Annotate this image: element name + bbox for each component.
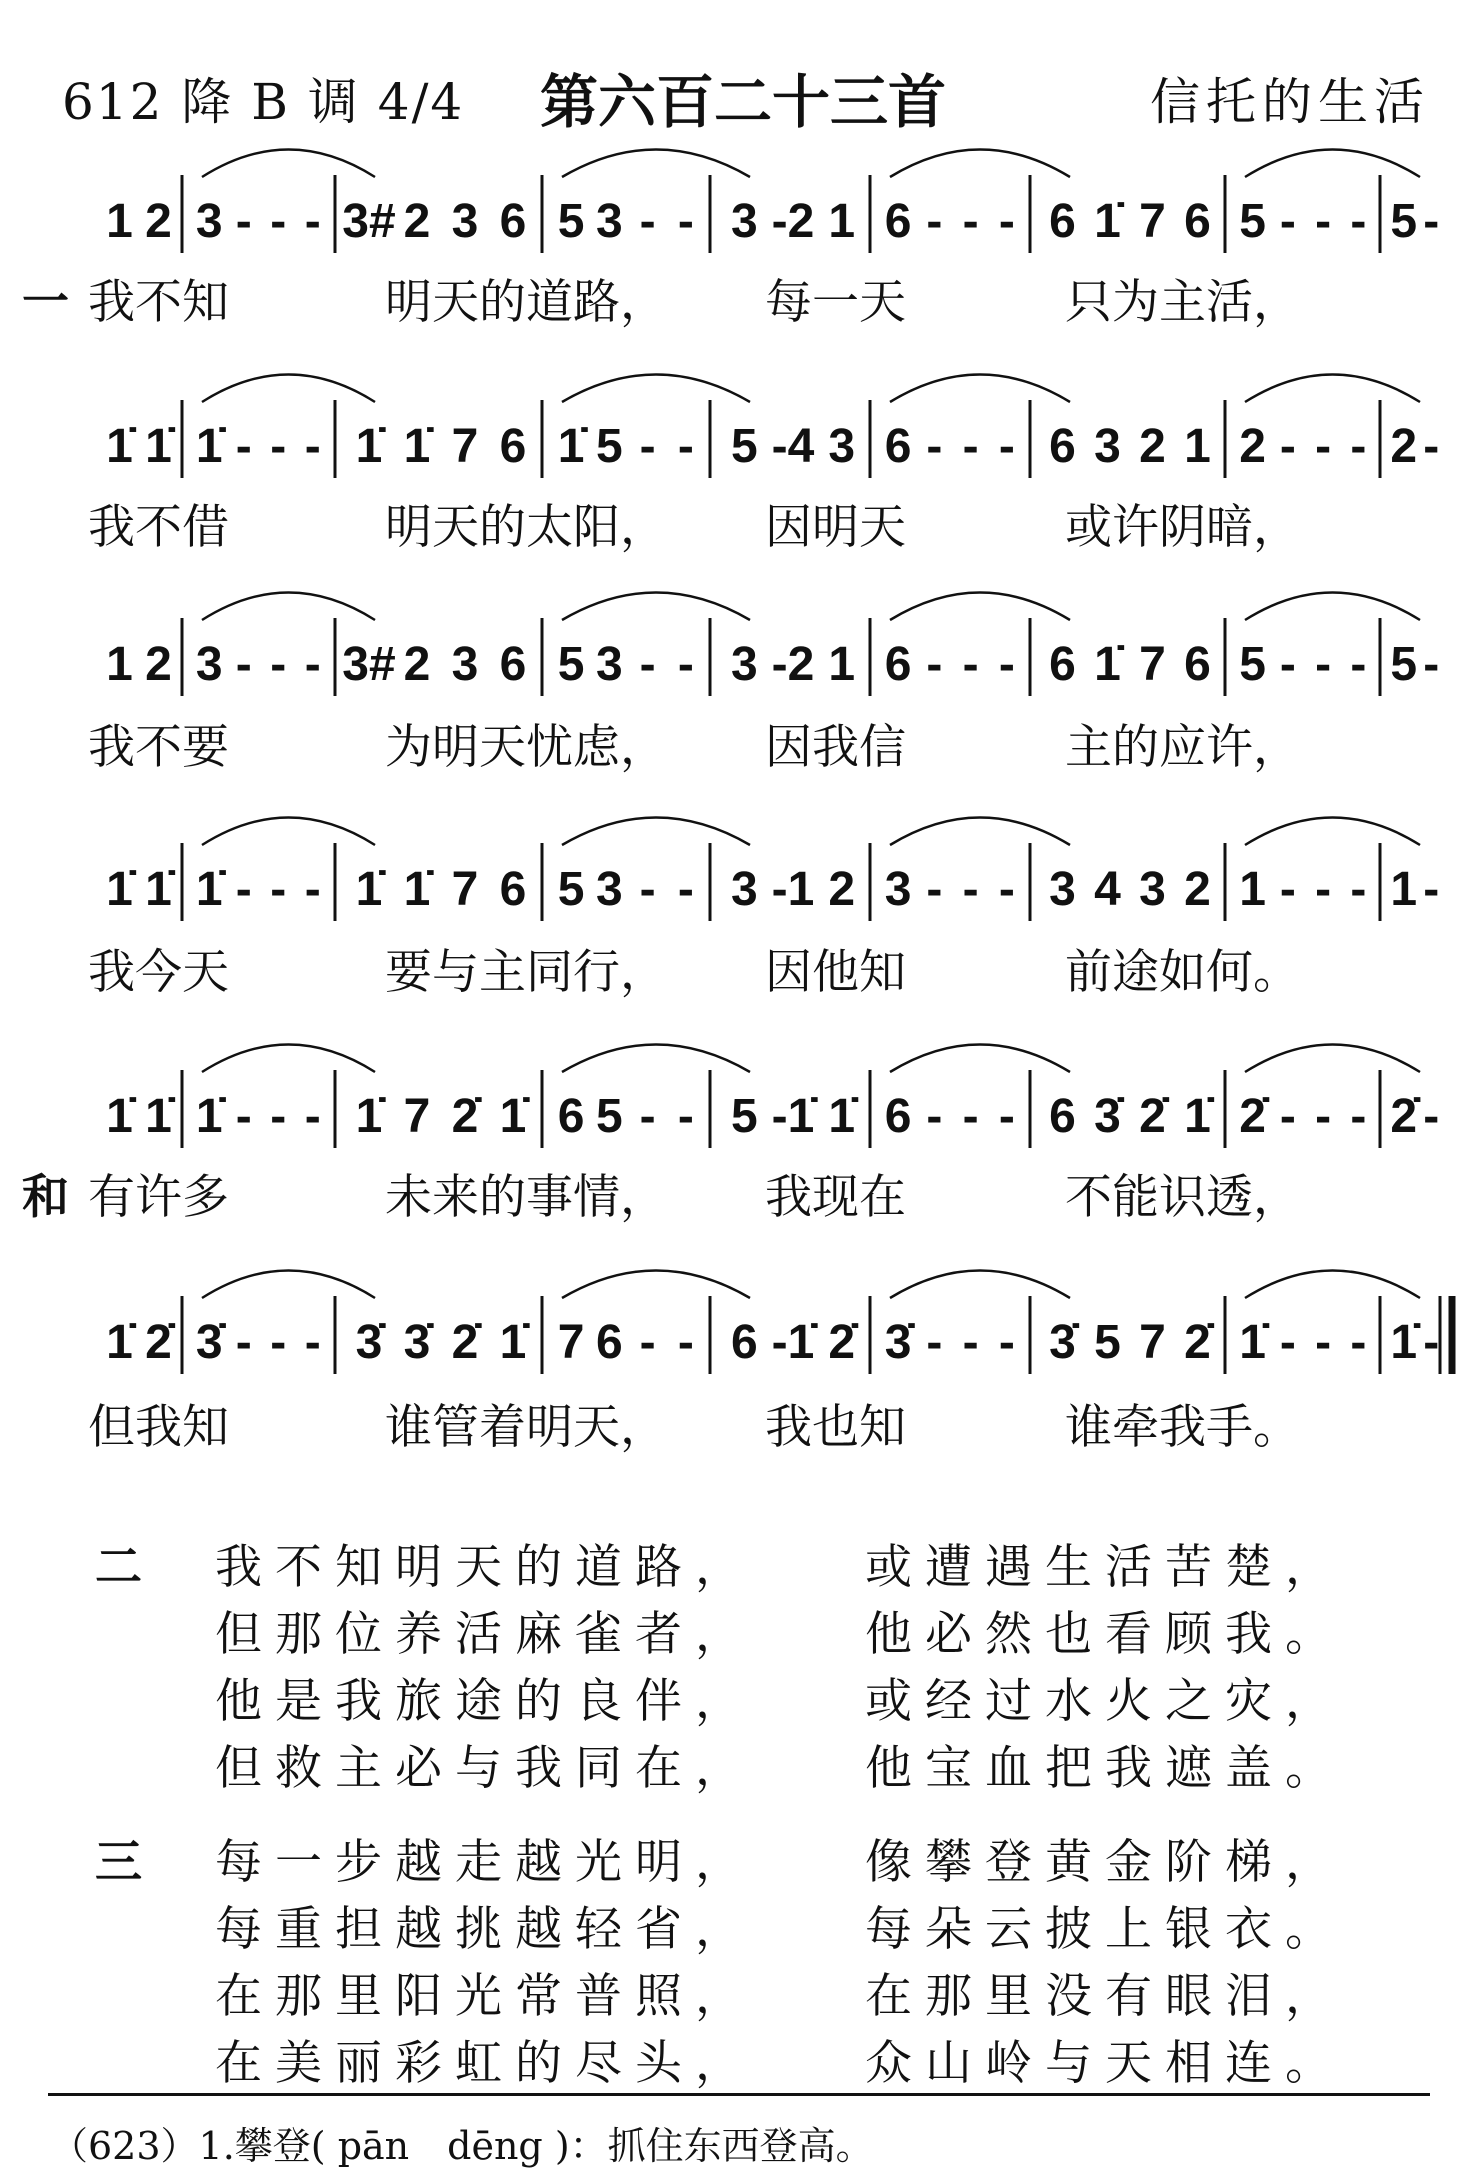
note: 1: [828, 638, 856, 691]
note: 5: [730, 1090, 758, 1143]
tie-arc: [202, 150, 375, 178]
note: -: [1315, 420, 1332, 473]
verse-line: 他是我旅途的良伴，: [215, 1674, 755, 1729]
score-row: [106, 593, 1439, 697]
lyric-phrase: 只为主活，: [1065, 275, 1300, 330]
lyric-phrase: 或许阴暗，: [1065, 500, 1300, 555]
note: 3: [1139, 863, 1166, 916]
note: 1̇: [195, 863, 223, 916]
score-row: [106, 1045, 1439, 1149]
note: 2̇: [1239, 1090, 1266, 1143]
note: -: [639, 863, 656, 916]
note: 3: [195, 638, 223, 691]
note: -1̇: [771, 1090, 815, 1143]
lyric-phrase: 每一天: [765, 275, 906, 330]
note: 5: [557, 863, 585, 916]
note: 1̇: [355, 863, 383, 916]
note: 3̇: [1049, 1316, 1076, 1369]
note: -: [962, 863, 979, 916]
note: 7: [1139, 638, 1166, 691]
note: -: [1279, 863, 1296, 916]
note: 3: [596, 863, 623, 916]
tie-arc: [562, 1271, 750, 1299]
tie-arc: [890, 375, 1070, 403]
note: 7: [451, 420, 479, 473]
verse-line: 在那里没有眼泪，: [865, 1969, 1345, 2024]
note: 6: [884, 638, 912, 691]
note: 2̇: [1390, 1090, 1418, 1143]
note: 6: [1049, 420, 1076, 473]
note: -: [926, 195, 943, 248]
note: -: [998, 638, 1015, 691]
note: 6: [557, 1090, 585, 1143]
score-row: [106, 150, 1439, 254]
lyric-phrase: 因他知: [765, 945, 906, 1000]
verse-line: 或遭遇生活苦楚，: [865, 1540, 1345, 1595]
note: 1̇: [1094, 638, 1121, 691]
note: -: [1350, 863, 1367, 916]
tie-arc: [562, 150, 750, 178]
note: -: [235, 1090, 252, 1143]
note: -: [270, 863, 287, 916]
score-row: [106, 1271, 1452, 1375]
note: -: [235, 420, 252, 473]
note: 2̇: [451, 1316, 479, 1369]
note: -: [962, 1316, 979, 1369]
lyric-phrase: 不能识透，: [1065, 1170, 1300, 1225]
note: -: [962, 420, 979, 473]
note: -: [926, 420, 943, 473]
note: -: [1315, 863, 1332, 916]
note: 3̇: [1094, 1090, 1121, 1143]
note: 2: [1184, 863, 1211, 916]
note: -: [677, 1090, 694, 1143]
note: -: [926, 1090, 943, 1143]
note: 1̇: [1390, 1316, 1418, 1369]
footnote-divider: [48, 2093, 1430, 2096]
lyric-phrase: 因我信: [765, 720, 906, 775]
note: 2: [1239, 420, 1266, 473]
note: 5: [557, 638, 585, 691]
note: 1̇: [145, 420, 172, 473]
note: 6: [730, 1316, 758, 1369]
note: 1̇: [145, 863, 172, 916]
note: -: [1350, 1090, 1367, 1143]
note: 3: [596, 195, 623, 248]
lyric-phrase: 我现在: [765, 1170, 906, 1225]
lyric-phrase: 但我知: [88, 1400, 229, 1455]
note: 2̇: [828, 1316, 856, 1369]
tie-arc: [202, 375, 375, 403]
verse-line: 但那位养活麻雀者，: [215, 1607, 755, 1662]
note: 7: [1139, 1316, 1166, 1369]
note: 2̇: [145, 1316, 172, 1369]
note: -1: [771, 863, 815, 916]
note: 1: [106, 195, 133, 248]
lyric-phrase: 谁牵我手。: [1065, 1400, 1300, 1455]
note: 1̇: [499, 1090, 527, 1143]
tie-arc: [202, 818, 375, 846]
note: 1̇: [403, 863, 431, 916]
note: 2: [1139, 420, 1166, 473]
footnote: （623）1.攀登( pān dēng )：抓住东西登高。: [50, 2124, 874, 2168]
note: -2: [771, 638, 815, 691]
lyric-phrase: 主的应许，: [1065, 720, 1300, 775]
verse-line: 每重担越挑越轻省，: [215, 1902, 755, 1957]
note: 1: [1239, 863, 1266, 916]
note: 1̇: [557, 420, 585, 473]
note: 6: [884, 195, 912, 248]
tie-arc: [1245, 1045, 1420, 1073]
note: -: [304, 863, 321, 916]
note: -: [235, 863, 252, 916]
verse-line: 在那里阳光常普照，: [215, 1969, 755, 2024]
note: 3̇: [403, 1316, 431, 1369]
verse-line: 他宝血把我遮盖。: [865, 1741, 1345, 1796]
note: -: [1423, 1090, 1440, 1143]
note: -: [926, 638, 943, 691]
note: -: [270, 1090, 287, 1143]
note: -: [1423, 1316, 1440, 1369]
note: -1̇: [771, 1316, 815, 1369]
note: 6: [499, 195, 527, 248]
note: 2̇: [1184, 1316, 1211, 1369]
lyric-phrase: 谁管着明天，: [385, 1400, 667, 1455]
note: 6: [499, 863, 527, 916]
note: -: [1350, 1316, 1367, 1369]
note: 2̇: [451, 1090, 479, 1143]
note: 3: [730, 195, 758, 248]
tie-arc: [562, 1045, 750, 1073]
note: -: [639, 420, 656, 473]
note: -2: [771, 195, 815, 248]
note: 3: [195, 195, 223, 248]
note: 1̇: [499, 1316, 527, 1369]
note: 2: [828, 863, 856, 916]
score-row: [106, 818, 1439, 922]
note: -: [639, 195, 656, 248]
verse-line: 他必然也看顾我。: [865, 1607, 1345, 1662]
tie-arc: [562, 375, 750, 403]
tie-arc: [202, 1045, 375, 1073]
note: 6: [1184, 195, 1211, 248]
note: 1: [106, 638, 133, 691]
note: -: [1350, 195, 1367, 248]
note: 1̇: [106, 420, 133, 473]
note: 6: [499, 638, 527, 691]
verse-line: 但救主必与我同在，: [215, 1741, 755, 1796]
note: 2: [403, 638, 431, 691]
note: 3: [1049, 863, 1076, 916]
verse-line: 或经过水火之灾，: [865, 1674, 1345, 1729]
note: 3: [451, 195, 479, 248]
note: -: [639, 638, 656, 691]
note: 3: [1094, 420, 1121, 473]
note: -: [1315, 195, 1332, 248]
note: 3: [730, 863, 758, 916]
note: -: [304, 1316, 321, 1369]
note: 1̇: [106, 1316, 133, 1369]
verse-line: 像攀登黄金阶梯，: [865, 1835, 1345, 1890]
tie-arc: [562, 818, 750, 846]
note: -: [1315, 1090, 1332, 1143]
note: -: [998, 1090, 1015, 1143]
note: -4: [771, 420, 815, 473]
note: -: [998, 1316, 1015, 1369]
lyric-phrase: 有许多: [88, 1170, 229, 1225]
lyric-phrase: 为明天忧虑，: [385, 720, 667, 775]
verse-marker: 和: [22, 1170, 69, 1225]
note: 5: [1390, 638, 1418, 691]
lyric-phrase: 明天的道路，: [385, 275, 667, 330]
note: -: [1279, 638, 1296, 691]
lyric-phrase: 我不知: [88, 275, 229, 330]
note: 3: [828, 420, 856, 473]
note: -: [1279, 1090, 1296, 1143]
tie-arc: [1245, 1271, 1420, 1299]
note: -: [270, 1316, 287, 1369]
note: 6: [1049, 638, 1076, 691]
tie-arc: [890, 1045, 1070, 1073]
note: -: [235, 1316, 252, 1369]
note: 3̇: [195, 1316, 223, 1369]
note: -: [1350, 638, 1367, 691]
note: 5: [730, 420, 758, 473]
note: 1̇: [355, 420, 383, 473]
note: -: [962, 195, 979, 248]
verse-number: 二: [95, 1540, 142, 1595]
note: -: [304, 638, 321, 691]
note: 1̇: [1239, 1316, 1266, 1369]
note: -: [998, 420, 1015, 473]
note: -: [677, 1316, 694, 1369]
note: 3: [451, 638, 479, 691]
verse-marker: 一: [22, 275, 69, 330]
hymn-subtitle: 信托的生活: [1150, 73, 1430, 131]
note: 1̇: [195, 1090, 223, 1143]
note: -: [962, 638, 979, 691]
note: 1̇: [355, 1090, 383, 1143]
note: 1̇: [195, 420, 223, 473]
note: 2: [1390, 420, 1418, 473]
note: 3: [884, 863, 912, 916]
note: 1: [1184, 420, 1211, 473]
note: -: [639, 1316, 656, 1369]
verse-line: 我不知明天的道路，: [215, 1540, 755, 1595]
note: 3#: [342, 195, 396, 248]
tie-arc: [1245, 593, 1420, 621]
lyric-phrase: 我也知: [765, 1400, 906, 1455]
note: 7: [557, 1316, 585, 1369]
note: 1̇: [106, 863, 133, 916]
lyric-phrase: 要与主同行，: [385, 945, 667, 1000]
hymn-number-key-meter: 612 降 B 调 4/4: [62, 73, 465, 131]
score-row: [106, 375, 1439, 479]
note: -: [677, 638, 694, 691]
note: 6: [596, 1316, 623, 1369]
note: 4: [1094, 863, 1121, 916]
tie-arc: [562, 593, 750, 621]
note: 5: [596, 1090, 623, 1143]
note: 3̇: [884, 1316, 912, 1369]
note: 1̇: [1184, 1090, 1211, 1143]
tie-arc: [1245, 375, 1420, 403]
verse-line: 每朵云披上银衣。: [865, 1902, 1345, 1957]
note: -: [270, 420, 287, 473]
note: -: [235, 638, 252, 691]
note: -: [1315, 1316, 1332, 1369]
lyric-phrase: 因明天: [765, 500, 906, 555]
note: -: [926, 1316, 943, 1369]
note: 1̇: [403, 420, 431, 473]
note: 3̇: [355, 1316, 383, 1369]
verse-line: 每一步越走越光明，: [215, 1835, 755, 1890]
tie-arc: [890, 818, 1070, 846]
note: -: [677, 863, 694, 916]
note: -: [304, 1090, 321, 1143]
note: 1: [1390, 863, 1418, 916]
note: 3: [730, 638, 758, 691]
note: 6: [499, 420, 527, 473]
lyric-phrase: 明天的太阳，: [385, 500, 667, 555]
note: 2: [145, 638, 172, 691]
lyric-phrase: 未来的事情，: [385, 1170, 667, 1225]
note: 6: [884, 1090, 912, 1143]
tie-arc: [202, 593, 375, 621]
note: 7: [1139, 195, 1166, 248]
note: 2: [403, 195, 431, 248]
tie-arc: [890, 150, 1070, 178]
note: 2̇: [1139, 1090, 1166, 1143]
lyric-phrase: 我不要: [88, 720, 229, 775]
note: -: [1423, 863, 1440, 916]
note: -: [304, 195, 321, 248]
note: 6: [1184, 638, 1211, 691]
note: -: [1279, 195, 1296, 248]
note: 1̇: [1094, 195, 1121, 248]
note: -: [1350, 420, 1367, 473]
note: -: [270, 195, 287, 248]
lyric-phrase: 我不借: [88, 500, 229, 555]
note: -: [677, 195, 694, 248]
lyric-phrase: 我今天: [88, 945, 229, 1000]
tie-arc: [890, 593, 1070, 621]
note: 1̇: [828, 1090, 856, 1143]
note: 7: [451, 863, 479, 916]
tie-arc: [202, 1271, 375, 1299]
note: 3#: [342, 638, 396, 691]
note: -: [235, 195, 252, 248]
note: -: [998, 195, 1015, 248]
note: -: [1315, 638, 1332, 691]
note: 6: [1049, 1090, 1076, 1143]
note: 1̇: [145, 1090, 172, 1143]
note: 7: [403, 1090, 431, 1143]
note: 5: [1239, 638, 1266, 691]
note: -: [304, 420, 321, 473]
note: 2: [145, 195, 172, 248]
verse-line: 众山岭与天相连。: [865, 2036, 1345, 2091]
note: -: [1423, 420, 1440, 473]
verse-number: 三: [95, 1835, 142, 1890]
note: 5: [557, 195, 585, 248]
note: -: [1423, 195, 1440, 248]
tie-arc: [1245, 818, 1420, 846]
hymn-title: 第六百二十三首: [540, 68, 947, 136]
note: 5: [1239, 195, 1266, 248]
note: -: [270, 638, 287, 691]
note: -: [677, 420, 694, 473]
note: 5: [596, 420, 623, 473]
note: 5: [1390, 195, 1418, 248]
note: 6: [884, 420, 912, 473]
note: 3: [596, 638, 623, 691]
note: 5: [1094, 1316, 1121, 1369]
note: -: [926, 863, 943, 916]
note: 6: [1049, 195, 1076, 248]
note: -: [962, 1090, 979, 1143]
lyric-phrase: 前途如何。: [1065, 945, 1300, 1000]
note: 1: [828, 195, 856, 248]
tie-arc: [1245, 150, 1420, 178]
note: -: [998, 863, 1015, 916]
note: -: [1279, 1316, 1296, 1369]
note: -: [639, 1090, 656, 1143]
note: 1̇: [106, 1090, 133, 1143]
verse-line: 在美丽彩虹的尽头，: [215, 2036, 755, 2091]
note: -: [1279, 420, 1296, 473]
tie-arc: [890, 1271, 1070, 1299]
note: -: [1423, 638, 1440, 691]
